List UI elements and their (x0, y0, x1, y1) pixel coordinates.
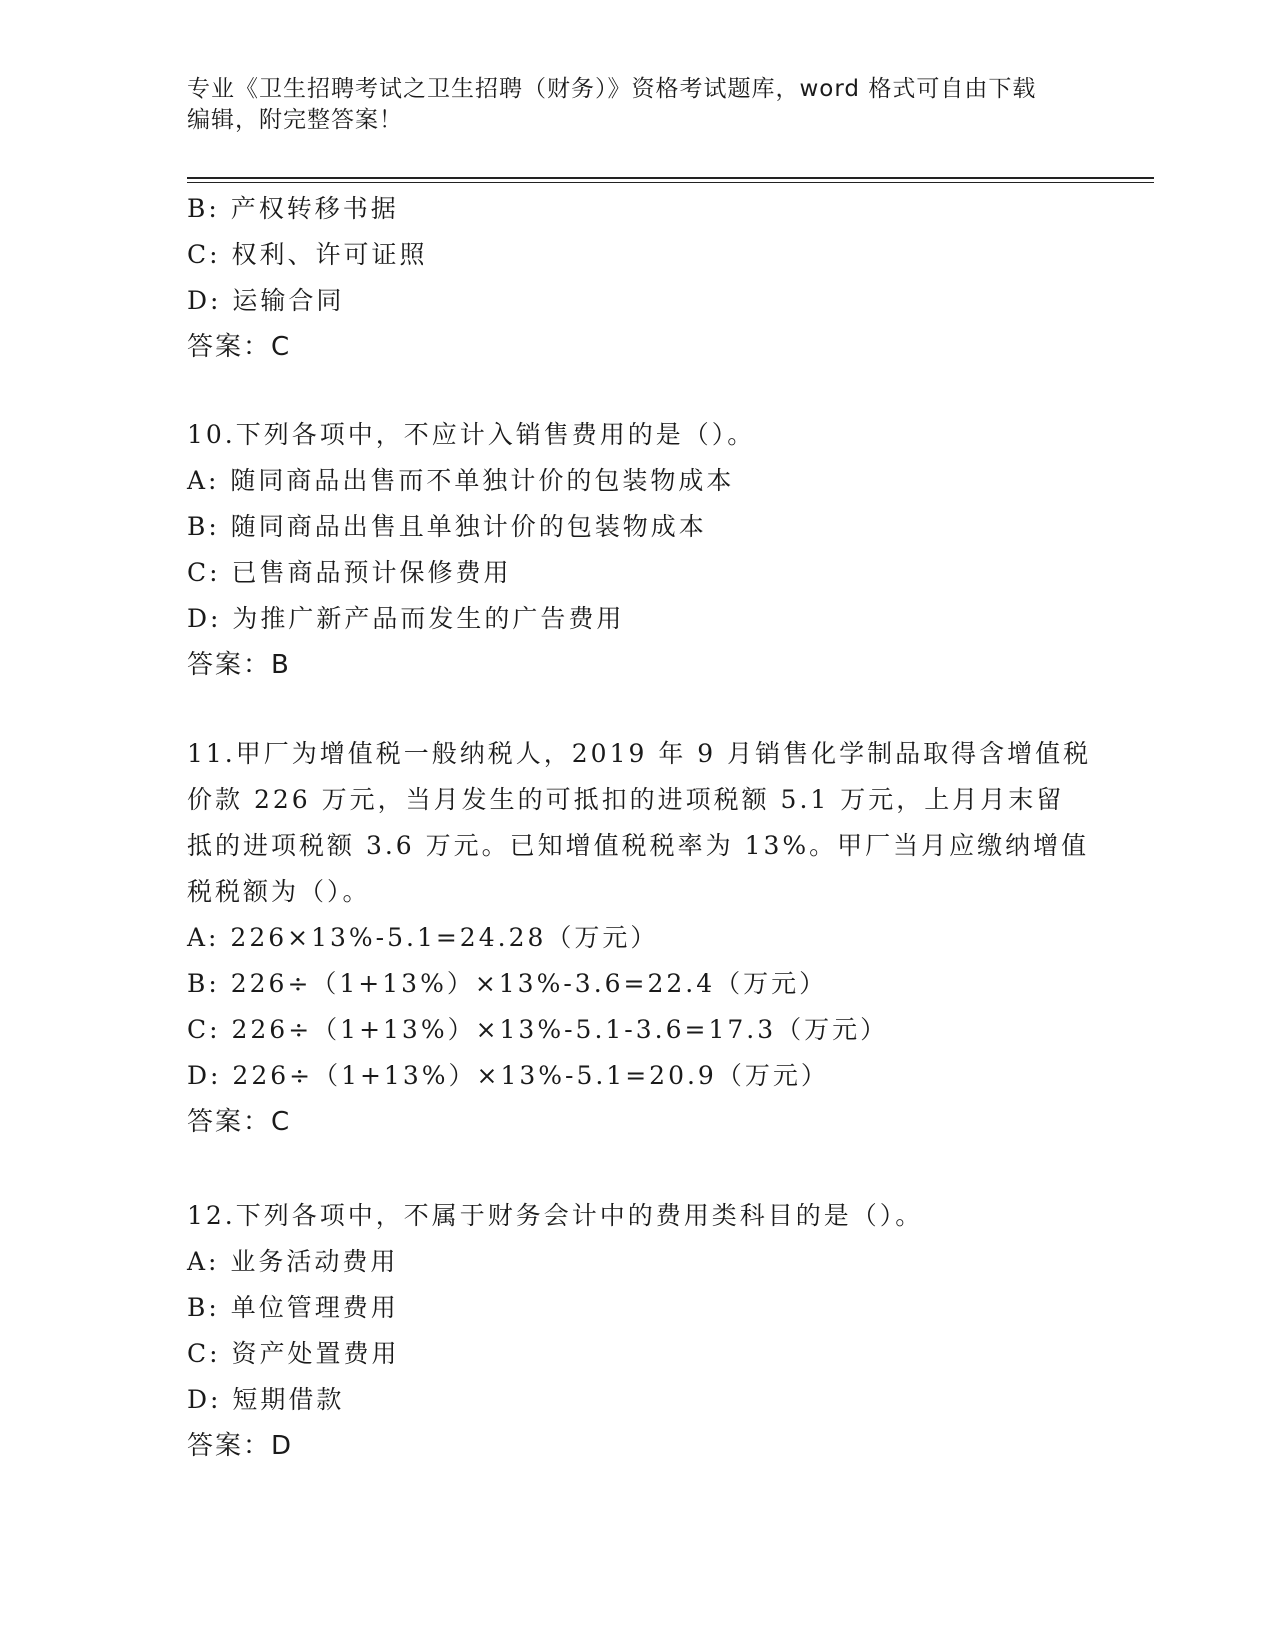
q12-option-a: A: 业务活动费用 (187, 1247, 399, 1276)
q11-answer: 答案：C (187, 1107, 292, 1137)
q11-question-line-3: 抵的进项税额 3.6 万元。已知增值税税率为 13%。甲厂当月应缴纳增值 (187, 831, 1090, 860)
question-9-block (187, 186, 1087, 370)
q12-question: 12.下列各项中，不属于财务会计中的费用类科目的是（）。 (187, 1201, 924, 1230)
q9-option-d: D: 运输合同 (187, 286, 345, 315)
q12-answer: 答案：D (187, 1431, 294, 1461)
q11-question-line-2: 价款 226 万元，当月发生的可抵扣的进项税额 5.1 万元，上月月末留 (187, 785, 1065, 814)
q9-option-b: B: 产权转移书据 (187, 194, 399, 223)
q9-option-c: C: 权利、许可证照 (187, 240, 428, 269)
q12-option-b: B: 单位管理费用 (187, 1293, 399, 1322)
question-12-block (187, 1193, 1087, 1469)
header-line-1: 专业《卫生招聘考试之卫生招聘（财务）》资格考试题库，word 格式可自由下载 (187, 76, 1037, 102)
header-line-2: 编辑，附完整答案！ (187, 107, 403, 133)
q10-option-b: B: 随同商品出售且单独计价的包装物成本 (187, 512, 707, 541)
q12-option-c: C: 资产处置费用 (187, 1339, 400, 1368)
document-header (187, 74, 1067, 136)
q10-answer: 答案：B (187, 650, 291, 680)
q11-option-b: B: 226÷（1+13%）×13%-3.6=22.4（万元） (187, 969, 828, 998)
header-divider-thick (187, 177, 1154, 179)
q12-option-d: D: 短期借款 (187, 1385, 345, 1414)
q11-question-line-4: 税税额为（）。 (187, 877, 371, 906)
q11-question-line-1: 11.甲厂为增值税一般纳税人，2019 年 9 月销售化学制品取得含增值税 (187, 739, 1092, 768)
question-10-block (187, 412, 1087, 688)
q10-question: 10.下列各项中，不应计入销售费用的是（）。 (187, 420, 756, 449)
q11-option-c: C: 226÷（1+13%）×13%-5.1-3.6=17.3（万元） (187, 1015, 889, 1044)
q10-option-a: A: 随同商品出售而不单独计价的包装物成本 (187, 466, 735, 495)
q11-option-a: A: 226×13%-5.1=24.28（万元） (187, 923, 659, 952)
q10-option-c: C: 已售商品预计保修费用 (187, 558, 512, 587)
q9-answer: 答案：C (187, 332, 292, 362)
question-11-block (187, 731, 1092, 1145)
header-divider-thin (187, 182, 1154, 183)
q11-option-d: D: 226÷（1+13%）×13%-5.1=20.9（万元） (187, 1061, 829, 1090)
q10-option-d: D: 为推广新产品而发生的广告费用 (187, 604, 625, 633)
